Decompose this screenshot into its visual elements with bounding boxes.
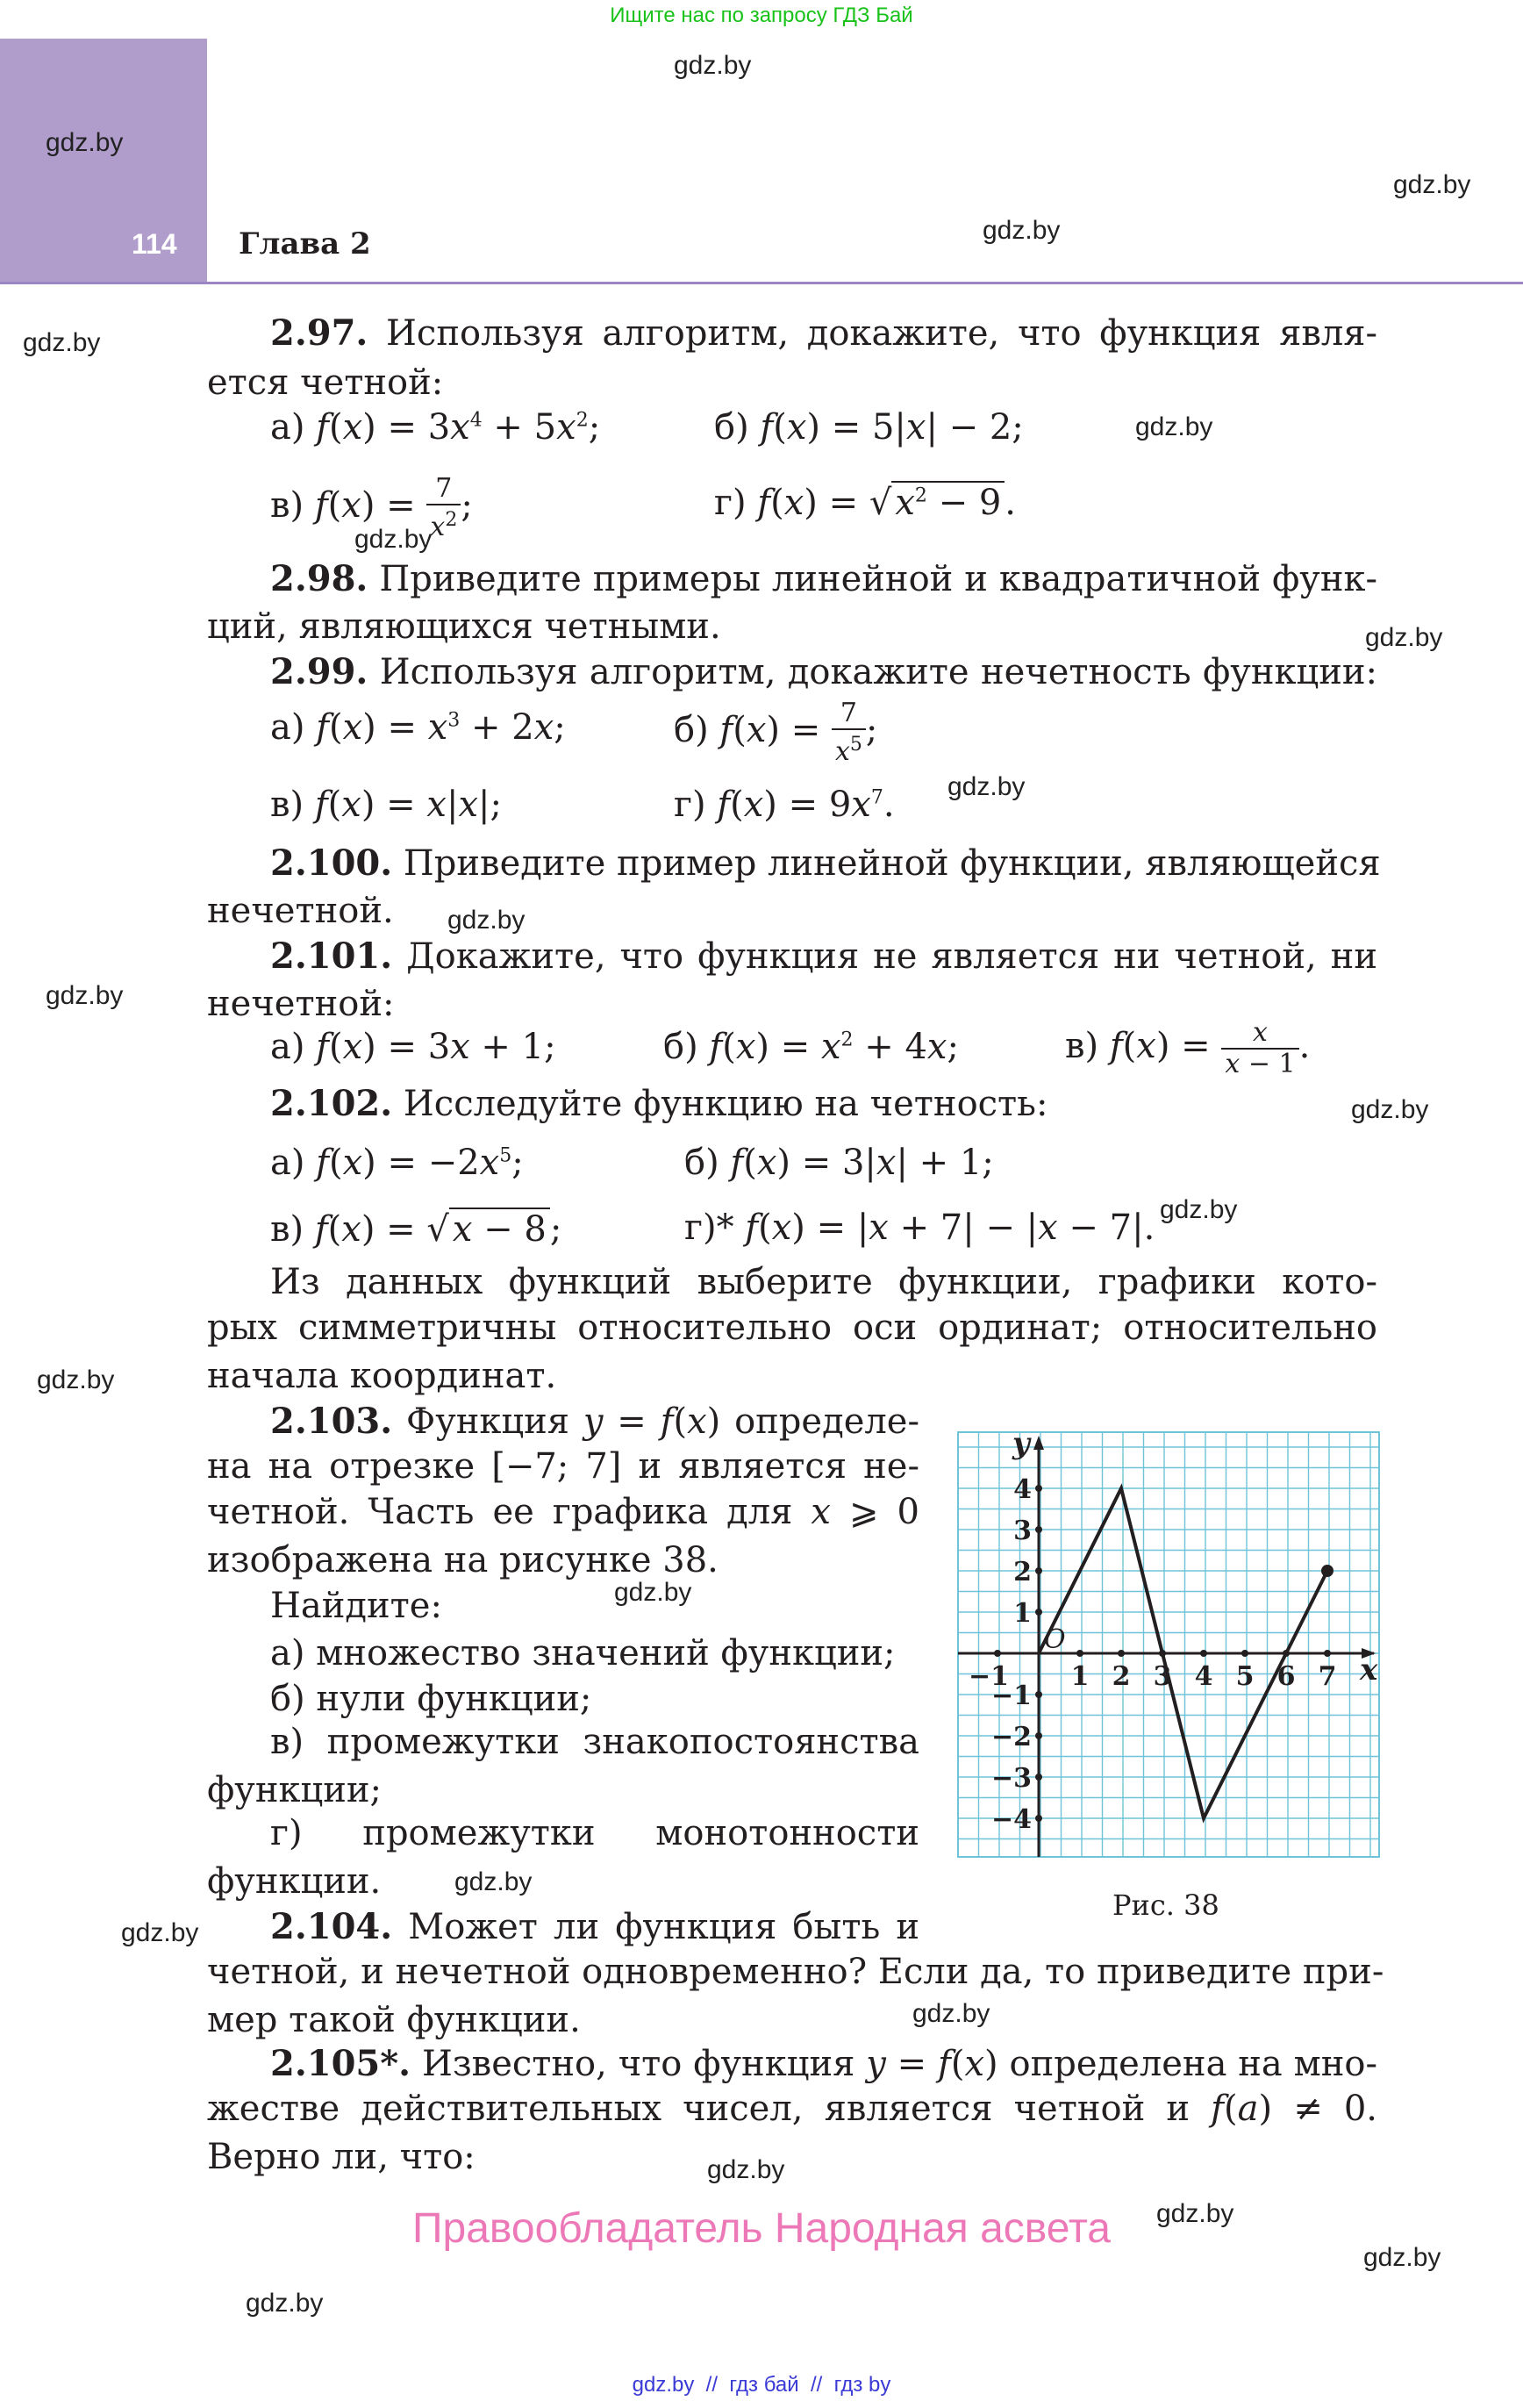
x-tick-label: 3 <box>1153 1661 1172 1692</box>
figure-caption: Рис. 38 <box>1112 1888 1219 1922</box>
problem-2-102-follow3: начала координат. <box>207 1356 557 1396</box>
x-tick-label: −1 <box>968 1661 1010 1692</box>
watermark: gdz.by <box>707 2155 785 2184</box>
formula-2-101-a: а) f(x) = 3x + 1; <box>270 1027 556 1067</box>
problem-2-103-g: г) промежутки монотонности <box>270 1813 919 1853</box>
x-tick-dot <box>1324 1650 1331 1657</box>
formula-2-102-g: г)* f(x) = |x + 7| − |x − 7|. <box>684 1208 1155 1248</box>
y-tick-label: 3 <box>1013 1516 1032 1546</box>
problem-2-103-g2: функции. <box>207 1861 382 1902</box>
problem-2-97-line2: ется четной: <box>207 362 444 403</box>
x-axis-label: x <box>1360 1652 1378 1688</box>
chapter-title: Глава 2 <box>239 226 371 262</box>
top-banner: Ищите нас по запросу ГДЗ Бай <box>610 4 913 27</box>
formula-2-99-g: г) $f(x) = 9x^7$. <box>674 785 895 825</box>
problem-2-104-line3: мер такой функции. <box>207 2000 581 2040</box>
y-tick-label: −1 <box>990 1681 1032 1711</box>
footer-links[interactable]: gdz.by // гдз бай // гдз by <box>632 2373 891 2397</box>
problem-2-102-follow1: Из данных функций выберите функции, графики кото- <box>270 1262 1377 1302</box>
y-tick-dot <box>1035 1815 1042 1822</box>
problem-2-105-line1: 2.105*. Известно, что функция y = f(x) определена на мно- <box>270 2043 1377 2084</box>
x-tick-label: 1 <box>1070 1661 1090 1692</box>
rights-holder: Правообладатель Народная асвета <box>412 2205 1111 2252</box>
x-tick-label: 4 <box>1194 1661 1213 1692</box>
problem-2-103-find: Найдите: <box>270 1586 442 1626</box>
y-tick-dot <box>1035 1691 1042 1698</box>
graph-endpoint <box>1321 1565 1334 1577</box>
formula-2-97-b: б) f(x) = 5|x| − 2; <box>714 407 1024 448</box>
problem-2-103-line3: четной. Часть ее графика для x ⩾ 0 <box>207 1492 919 1532</box>
problem-2-101-line2: нечетной: <box>207 984 395 1024</box>
page-number: 114 <box>132 228 177 260</box>
problem-2-101-line1: 2.101. Докажите, что функция не является ни четной, ни <box>270 935 1378 977</box>
problem-2-97-line1: 2.97. Используя алгоритм, докажите, что функция явля- <box>270 312 1377 354</box>
watermark: gdz.by <box>614 1578 692 1607</box>
formula-2-102-a: а) $f(x) = -2x^5$; <box>270 1143 524 1183</box>
y-tick-dot <box>1035 1774 1042 1781</box>
problem-2-99-line1: 2.99. Используя алгоритм, докажите нечетность функции: <box>270 651 1377 692</box>
x-tick-dot <box>1076 1650 1083 1657</box>
formula-2-97-a: а) $f(x) = 3x^4 + 5x^2$; <box>270 407 601 448</box>
problem-2-103-line4: изображена на рисунке 38. <box>207 1540 719 1580</box>
x-tick-dot <box>994 1650 1001 1657</box>
formula-2-101-v: в) f(x) = $\frac{x}{x - 1}$ . <box>1065 1017 1311 1079</box>
problem-2-98-line2: ций, являющихся четными. <box>207 606 721 647</box>
y-tick-dot <box>1035 1609 1042 1616</box>
y-tick-dot <box>1035 1485 1042 1492</box>
watermark: gdz.by <box>1160 1195 1238 1224</box>
watermark: gdz.by <box>1363 2243 1441 2272</box>
watermark: gdz.by <box>1156 2199 1234 2228</box>
watermark: gdz.by <box>912 1999 990 2028</box>
figure-38-chart <box>956 1430 1383 1860</box>
origin-label: O <box>1044 1624 1066 1655</box>
x-tick-dot <box>1200 1650 1207 1657</box>
y-tick-dot <box>1035 1526 1042 1533</box>
problem-2-103-b: б) нули функции; <box>270 1679 592 1719</box>
y-tick-dot <box>1035 1732 1042 1739</box>
x-tick-label: 6 <box>1276 1661 1296 1692</box>
problem-2-104-line1: 2.104. Может ли функция быть и <box>270 1906 920 1947</box>
header-rule <box>0 282 1523 284</box>
x-tick-dot <box>1118 1650 1125 1657</box>
watermark: gdz.by <box>246 2289 324 2318</box>
watermark: gdz.by <box>354 525 433 554</box>
problem-2-103-a: а) множество значений функции; <box>270 1633 896 1673</box>
problem-2-100-line1: 2.100. Приведите пример линейной функции, являющейся <box>270 842 1381 884</box>
x-tick-dot <box>1241 1650 1248 1657</box>
y-tick-label: −3 <box>990 1763 1032 1794</box>
watermark: gdz.by <box>23 328 101 357</box>
problem-2-98-line1: 2.98. Приведите примеры линейной и квадратичной функ- <box>270 558 1378 599</box>
watermark: gdz.by <box>37 1365 115 1394</box>
problem-2-105-line3: Верно ли, что: <box>207 2137 475 2177</box>
problem-2-104-line2: четной, и нечетной одновременно? Если да, то приведите при- <box>207 1952 1384 1992</box>
watermark: gdz.by <box>983 216 1061 245</box>
y-axis-label: y <box>1012 1430 1030 1461</box>
problem-2-103-v2: функции; <box>207 1770 383 1810</box>
y-axis-arrow <box>1033 1436 1044 1450</box>
watermark: gdz.by <box>121 1918 199 1947</box>
formula-2-99-a: а) $f(x) = x^3 + 2x$; <box>270 707 566 748</box>
watermark: gdz.by <box>1393 170 1471 199</box>
watermark: gdz.by <box>454 1867 533 1896</box>
formula-2-99-v: в) f(x) = x|x|; <box>270 785 502 825</box>
watermark: gdz.by <box>674 51 752 80</box>
formula-2-99-b: б) f(x) = $\frac{7}{x^5}$ ; <box>674 698 878 767</box>
y-tick-label: 2 <box>1013 1557 1032 1587</box>
watermark: gdz.by <box>1351 1095 1429 1124</box>
formula-2-97-v: в) f(x) = $\frac{7}{x^2}$ ; <box>270 473 473 542</box>
problem-2-103-line1: 2.103. Функция y = f(x) определе- <box>270 1401 919 1442</box>
y-tick-label: −2 <box>990 1722 1032 1752</box>
formula-2-97-g: г) f(x) = √ $x^2 - 9$ . <box>714 483 1016 523</box>
formula-2-102-v: в) f(x) = √ x − 8 ; <box>270 1209 562 1250</box>
watermark: gdz.by <box>46 128 124 157</box>
watermark: gdz.by <box>46 981 124 1010</box>
formula-2-101-b: б) $f(x) = x^2 + 4x$; <box>663 1027 959 1067</box>
formula-2-102-b: б) f(x) = 3|x| + 1; <box>684 1143 994 1183</box>
y-tick-dot <box>1035 1567 1042 1574</box>
watermark: gdz.by <box>947 772 1026 801</box>
x-tick-label: 7 <box>1318 1661 1337 1692</box>
problem-2-100-line2: нечетной. <box>207 891 394 931</box>
y-tick-label: 4 <box>1013 1474 1032 1505</box>
watermark: gdz.by <box>1365 623 1443 652</box>
y-tick-label: −4 <box>990 1804 1032 1835</box>
watermark: gdz.by <box>447 906 526 935</box>
problem-2-105-line2: жестве действительных чисел, является четной и f(a) ≠ 0. <box>207 2089 1378 2129</box>
problem-2-103-line2: на на отрезке [−7; 7] и является не- <box>207 1446 919 1487</box>
watermark: gdz.by <box>1135 412 1213 441</box>
y-tick-label: 1 <box>1013 1598 1032 1629</box>
x-tick-label: 5 <box>1235 1661 1255 1692</box>
problem-2-102-follow2: рых симметричны относительно оси ординат; относительно <box>207 1308 1377 1348</box>
problem-2-103-v: в) промежутки знакопостоянства <box>270 1722 919 1762</box>
x-tick-label: 2 <box>1112 1661 1131 1692</box>
problem-2-102-line1: 2.102. Исследуйте функцию на четность: <box>270 1083 1048 1124</box>
